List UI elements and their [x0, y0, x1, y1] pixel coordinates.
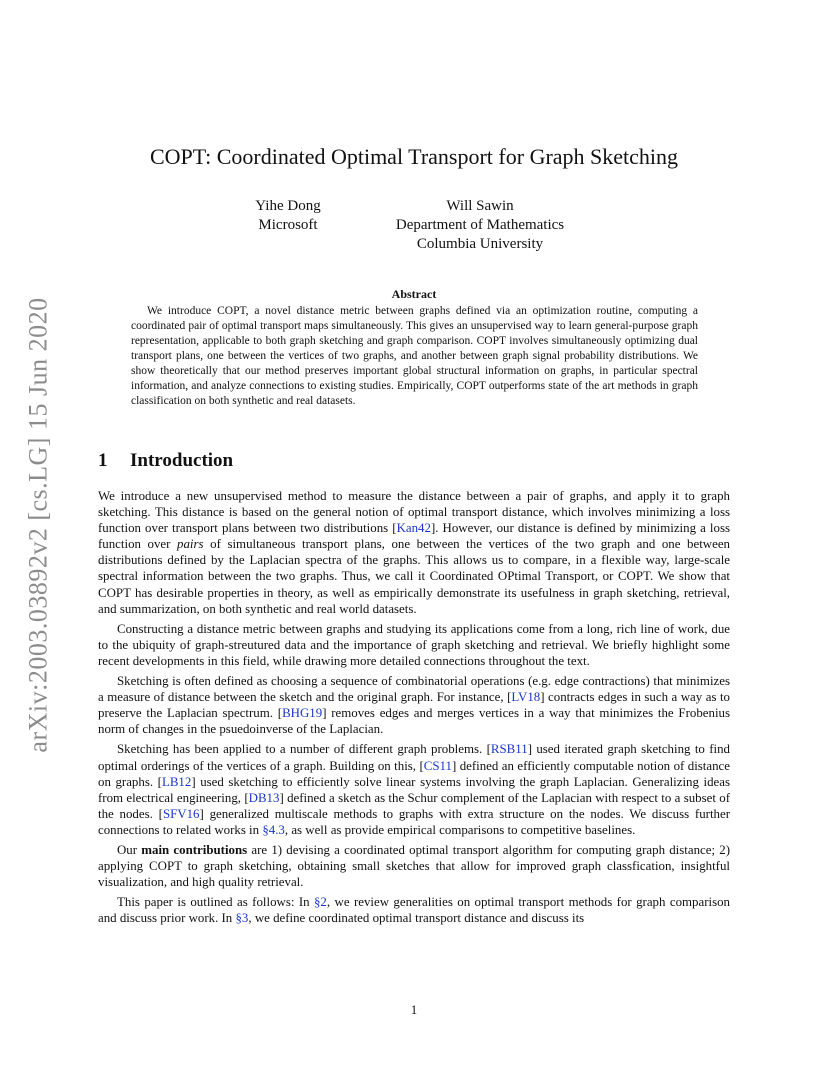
text-run: are 1) devising a coordinated optimal transport algorithm for computing graph distance; 2) applying COPT to graph sketching, obtaining small sketches that allow for improved graph classfication, insightful visualization, and high quality retrieval.: [98, 842, 730, 890]
citation-link[interactable]: DB13: [248, 790, 280, 805]
page-number: 1: [410, 1003, 418, 1017]
text-run: This paper is outlined as follows: In: [117, 895, 314, 910]
author-affiliation: Department of Mathematics: [395, 217, 565, 233]
text-run: ]. However, our distance is defined by minimizing a loss function over: [98, 521, 730, 552]
author-affiliation: Columbia University: [416, 236, 544, 252]
arxiv-stamp: [22, 290, 56, 760]
text-run: Constructing a distance metric between graphs and studying its applications come from a long, rich line of work, due to the ubiquity of graph-streutured data and the importance of graph sketching and retrieval. We briefly highlight some recent developments in this field, while drawing more detailed connections throughout the text.: [98, 621, 730, 668]
section-link[interactable]: §4.3: [262, 822, 285, 837]
text-run: ] used iterated graph sketching to find optimal orderings of the vertices of a graph. Building on this, [: [98, 742, 731, 773]
author-name: Yihe Dong: [255, 198, 321, 214]
citation-link[interactable]: LV18: [511, 690, 541, 705]
citation-link[interactable]: RSB11: [490, 742, 528, 757]
author-block-2: [370, 197, 590, 254]
section-title: Introduction: [130, 450, 234, 471]
text-run: ] generalized multiscale methods to graphs with extra structure on the nodes. We discuss further connections to related works in: [98, 806, 730, 837]
paragraph: [98, 488, 730, 617]
text-run: ] removes edges and merges vertices in a way that minimizes the Frobenius norm of changes in the psuedoinverse of the Laplacian.: [98, 706, 730, 737]
arxiv-stamp-text: arXiv:2003.03892v2 [cs.LG] 15 Jun 2020: [24, 297, 53, 753]
citation-link[interactable]: Kan42: [396, 521, 431, 536]
citation-link[interactable]: BHG19: [282, 706, 323, 721]
text-run: ] contracts edges in such a way as to preserve the Laplacian spectrum. [: [98, 690, 730, 721]
text-run: ] used sketching to efficiently solve linear systems involving the graph Laplacian. Generalizing ideas from electrical engineering, [: [98, 774, 731, 805]
author-name: Will Sawin: [446, 198, 514, 214]
text-run: Sketching has been applied to a number of different graph problems. [: [117, 742, 491, 757]
paragraph: [98, 621, 730, 669]
text-run: , as well as provide empirical comparisons to competitive baselines.: [284, 822, 636, 837]
citation-link[interactable]: SFV16: [162, 806, 200, 821]
citation-link[interactable]: LB12: [161, 774, 192, 789]
abstract-text: We introduce COPT, a novel distance metric between graphs defined via an optimization routine, computing a coordinated pair of optimal transport maps simultaneously. This gives an unsupervised way to learn general-purpose graph representation, applicable to both graph sketching and graph comparison. COPT involves simultaneously optimizing dual transport plans, one between the vertices of two graphs, and another between graph signal probability distributions. We show theoretically that our method preserves important global structural information on graphs, in particular spectral information, and analyze connections to existing studies. Empirically, COPT outperforms state of the art methods in graph classification on both synthetic and real datasets.: [131, 305, 698, 407]
body-text: [98, 488, 730, 930]
text-run: ] defined a sketch as the Schur complement of the Laplacian with respect to a subset of the nodes. [: [98, 790, 730, 821]
text-run: Our: [117, 842, 142, 857]
text-run: , we define coordinated optimal transport distance and discuss its: [248, 911, 585, 926]
section-heading: [98, 450, 738, 472]
text-run: We introduce a new unsupervised method to measure the distance between a pair of graphs, and apply it to graph sketching. This distance is based on the general notion of optimal transport distance, which involves minimizing a loss function over transport plans between two distributions [: [98, 489, 730, 536]
text-run: of simultaneous transport plans, one between the vertices of the two graph and one between distributions defined by the Laplacian spectra of the graphs. This allows us to compare, in a flexible way, large-scale spectral information between the two graphs. Thus, we call it Coordinated OPtimal Transport, or COPT. We show that COPT has desirable properties in theory, as well as empirically demonstrate its usefulness in graph sketching, retrieval, and summarization, on both synthetic and real world datasets.: [98, 537, 731, 616]
emphasis: pairs: [177, 537, 204, 552]
text-run: Sketching is often defined as choosing a sequence of combinatorial operations (e.g. edge contractions) that minimizes a measure of distance between the sketch and the original graph. For instance, [: [98, 674, 730, 705]
abstract-heading: Abstract: [391, 287, 437, 301]
text-run: ] defined an efficiently computable notion of distance on graphs. [: [98, 758, 730, 789]
author-block-1: [240, 197, 336, 235]
paragraph: [98, 741, 730, 838]
paper-title: COPT: Coordinated Optimal Transport for Graph Sketching: [149, 144, 679, 169]
author-affiliation: Microsoft: [258, 217, 318, 233]
section-link[interactable]: §3: [235, 911, 249, 926]
paragraph: [98, 842, 730, 890]
citation-link[interactable]: CS11: [423, 758, 452, 773]
text-run: , we review generalities on optimal transport methods for graph comparison and discuss prior work. In: [98, 895, 730, 926]
section-number: 1: [98, 450, 108, 471]
bold-phrase: main contributions: [141, 842, 248, 857]
section-link[interactable]: §2: [313, 895, 327, 910]
paragraph: [98, 673, 730, 737]
paragraph: [98, 894, 730, 926]
